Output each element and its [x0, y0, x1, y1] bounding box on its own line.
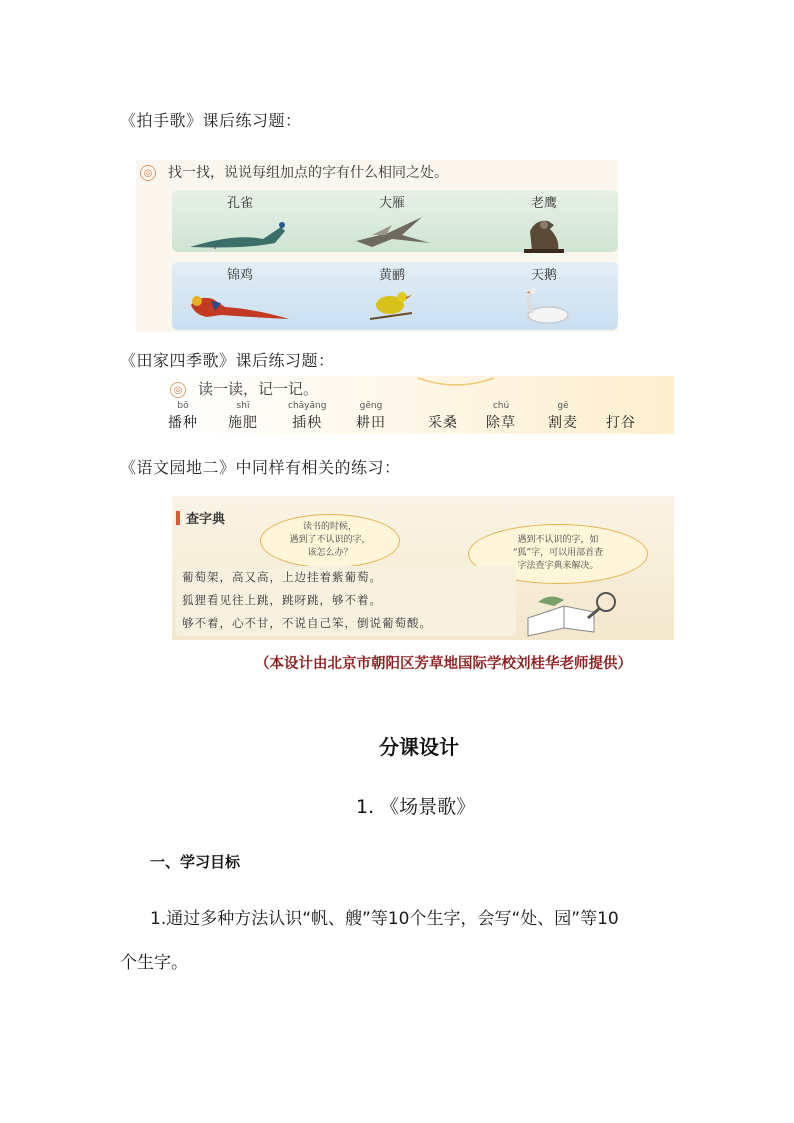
eagle-icon	[514, 213, 574, 253]
caption-exercise-3: 《语文园地二》中同样有相关的练习：	[120, 458, 401, 477]
word-item	[428, 401, 458, 432]
pinyin: chú	[492, 401, 510, 411]
objective-text-line-2: 个生字。	[120, 953, 188, 973]
word-item	[548, 401, 578, 432]
word-item	[606, 401, 636, 432]
bird-wild-goose	[322, 192, 462, 251]
bird-label: 孔雀	[226, 196, 253, 211]
oriole-icon	[362, 285, 422, 325]
book-and-magnifier-icon	[524, 588, 634, 638]
question-text: 读一读，记一记。	[198, 380, 319, 398]
bird-golden-pheasant	[170, 264, 310, 325]
exercise-1-image	[136, 160, 618, 332]
question-marker-icon: ◎	[170, 382, 186, 398]
bubble-line: 遇到不认识的字，如	[517, 535, 599, 545]
exercise-3-image	[172, 496, 674, 640]
pinyin: gēng	[359, 401, 383, 411]
bird-label: 大雁	[378, 196, 405, 211]
bubble-line: 该怎么办？	[307, 548, 353, 558]
poem-line: 葡萄架，高又高，上边挂着紫葡萄。	[182, 570, 382, 584]
bird-label: 老鹰	[530, 196, 557, 211]
pinyin: chāyāng	[288, 401, 327, 411]
poem-line: 够不着，心不甘，不说自己笨，倒说葡萄酸。	[182, 616, 432, 630]
word: 采桑	[428, 415, 458, 431]
word: 割麦	[548, 415, 578, 431]
objective-text-line-1: 1.通过多种方法认识“帆、艘”等10个生字，会写“处、园”等10	[150, 909, 619, 929]
exercise-2-question	[170, 378, 318, 399]
pinyin	[428, 401, 458, 412]
bird-label: 黄鹂	[378, 268, 405, 283]
swan-icon	[514, 285, 574, 325]
word-item	[288, 401, 326, 432]
bird-eagle	[474, 192, 614, 253]
word: 播种	[168, 415, 198, 431]
wild-goose-icon	[352, 213, 432, 251]
word: 施肥	[228, 415, 258, 431]
pinyin: bō	[177, 401, 189, 411]
word-item	[486, 401, 516, 432]
word-item	[228, 401, 258, 432]
pinyin: gē	[557, 401, 569, 411]
word: 除草	[486, 415, 516, 431]
golden-pheasant-icon	[185, 285, 295, 325]
bubble-line: 遇到了不认识的字，	[289, 535, 371, 545]
design-credit: （本设计由北京市朝阳区芳草地国际学校刘桂华老师提供）	[255, 655, 632, 672]
word: 插秧	[292, 415, 323, 431]
poem-line: 狐狸看见往上跳，跳呀跳，够不着。	[182, 593, 382, 607]
exercise-2-image	[166, 376, 674, 434]
bird-peacock	[170, 192, 310, 251]
caption-exercise-1: 《拍手歌》课后练习题：	[120, 111, 302, 130]
word-item	[168, 401, 198, 432]
section-title: 分课设计	[379, 735, 459, 759]
bird-swan	[474, 264, 614, 325]
bird-label: 天鹅	[530, 268, 557, 283]
word: 耕田	[356, 415, 386, 431]
pinyin	[606, 401, 636, 412]
word-item	[356, 401, 386, 432]
sun-decoration-icon	[416, 376, 496, 394]
pinyin: shī	[236, 401, 250, 411]
word: 打谷	[606, 415, 636, 431]
thought-bubble-question	[260, 514, 400, 568]
caption-exercise-2: 《田家四季歌》课后练习题：	[120, 351, 335, 370]
poem-card	[176, 566, 516, 636]
bird-label: 锦鸡	[226, 268, 253, 283]
bubble-line: 读书的时候，	[302, 522, 357, 532]
question-marker-icon: ◎	[140, 165, 156, 181]
objectives-heading: 一、学习目标	[150, 853, 241, 871]
exercise-1-question	[140, 162, 448, 184]
bubble-line: “狐”字，可以用部首查	[512, 548, 604, 558]
dictionary-tag: 查字典	[176, 508, 225, 527]
bubble-line: 字法查字典来解决。	[517, 561, 599, 571]
bird-oriole	[322, 264, 462, 325]
lesson-title: 1. 《场景歌》	[356, 796, 476, 818]
question-text: 找一找，说说每组加点的字有什么相同之处。	[168, 165, 448, 181]
peacock-icon	[185, 213, 295, 251]
